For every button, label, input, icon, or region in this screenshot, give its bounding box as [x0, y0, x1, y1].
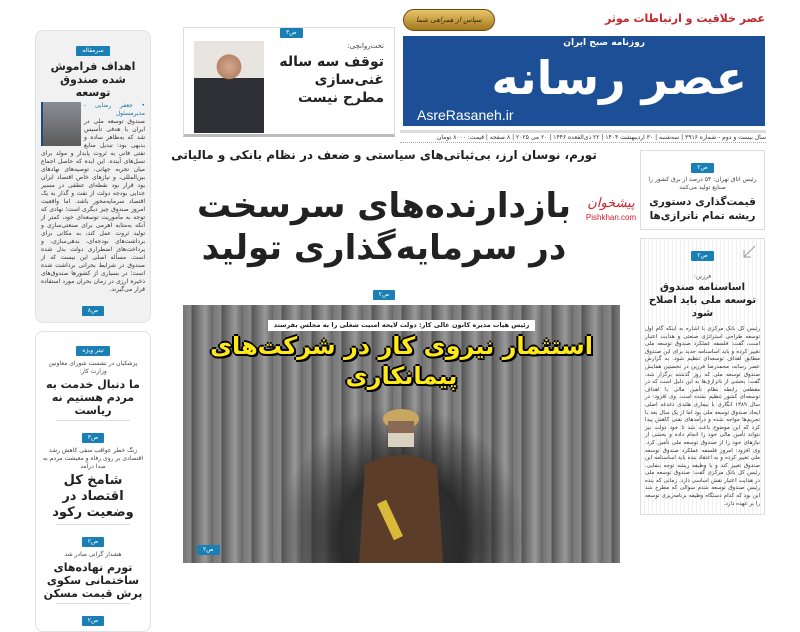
brief-kicker: هشدار گرانی صادر شد	[64, 551, 122, 558]
right-story-title[interactable]: قیمت‌گذاری دستوری ریشه تمام ناترازی‌ها	[649, 196, 756, 222]
page-ref-badge[interactable]: ص۲	[691, 251, 714, 261]
masthead-url: AsreRasaneh.ir	[417, 107, 514, 123]
editorial-title: اهداف فراموش شده صندوق توسعه	[50, 60, 136, 99]
page-ref-badge[interactable]: ص۳	[280, 28, 303, 38]
gold-badge-logo: سپاس از همراهی شما	[403, 9, 495, 31]
top-story-box	[183, 27, 395, 137]
lead-headline-line: بازدارنده‌های سرسخت	[196, 185, 572, 226]
right-story-1	[640, 150, 765, 230]
author-photo	[41, 102, 81, 146]
top-story-title[interactable]: توقف سه ساله غنی‌سازی مطرح نیست	[279, 54, 384, 106]
masthead-tagline: عصر خلاقیت و ارتباطات موثر	[604, 12, 765, 25]
editorial-author: • جعفر رضایی - مدیرمسئول	[84, 102, 145, 117]
lead-story	[171, 148, 597, 300]
briefs-box	[35, 331, 151, 632]
masthead-subtitle: روزنامه صبح ایران	[563, 38, 645, 48]
page-ref-badge[interactable]: ص۸	[82, 306, 105, 316]
watermark-url: Pishkhan.com	[585, 213, 637, 222]
top-story-photo	[194, 41, 264, 133]
right-story-body: رئیس کل بانک مرکزی با اشاره به اینکه گام اول توسعه طراحی استراتژی صنعتی و هدایت اعتبار است، گفت: فلسفه عملکرد صندوق توسعه ملی تغییر کرده و باید اساسنامه جدید برای این صندوق مطابق اهداف توسعه‌ای تنظیم شود. به گزارش عصر رسانه، محمدرضا فرزین در نخستین همایش صندوق توسعه ملی که روز گذشته برگزار شد، گفت: بخشی از ناترازی‌ها به این دلیل است که در مقطعی رابطه نظام تأمین مالی با اهداف توسعه‌ای کشور تنظیم نشده است. وی افزود: در سال ۱۳۸۹ انگاری با بیماری هلندی دغدغه اصلی ایجاد صندوق توسعه ملی بود اما از یک سال بعد با تحریم‌ها مواجه شده و درآمدهای نفتی کاهش پیدا کرد که این موضوع باعث شد تا خود دولت نیز نتواند تأمین مالی خود را انجام داده و بخشی از نیازهای خود را از صندوق توسعه ملی تأمین کرد. وی افزود: امروز فلسفه عملکرد صندوق توسعه ملی تغییر کرده و به اعتقاد بنده باید اساسنامه این صندوق تغییر کند و با وظیفه ریشه توجه بنمایی. رئیس کل بانک مرکزی گفت: صندوق توسعه ملی در هدایت اعتبار نقش اساسی دارد. زمانی که بنده رئیس صندوق توسعه شدم سوالی که مطرح شد این بود که کدام دستگاه وظیفه برنامه‌ریزی توسعه را بر عهده دارد.	[645, 326, 761, 507]
editorial-section-badge: سرمقاله	[76, 46, 109, 56]
top-story-kicker: تخت‌روانچی:	[347, 42, 384, 50]
page-ref-badge[interactable]: ص۲	[82, 537, 105, 547]
arrow-down-left-icon	[742, 245, 756, 259]
editorial-body: صندوق توسعه ملی در ایران با هدفی تأسیس شد که به‌ظاهر ساده و بدیهی بود: تبدیل منابع نفتی فانی به ثروت پایدار و مولد برای نسل‌های آینده. این ایده که حاصل اجماع میان تجربه جهانی، توصیه‌های نهادهای بین‌المللی، و نیازهای خاص اقتصاد ایران بود قرار بود نقطه‌ای عطفی در مسیر جدایی بودجه دولت از نفت و گذار به یک اقتصاد سرمایه‌محور باشد. اما واقعیت امروز صندوق چیز دیگری است؛ نهادی که توجه به مأموریت توسعه‌ای خود، کمتر از آنکه به‌مثابه اهرمی برای صنعتی‌سازی و تولید ثروت عمل کند، به مکانی برای برداشت‌های بودجه‌ای، بدهی‌سازی، و پرداخت‌های اضطراری دولت بدل شده است. مسأله اصلی این نیست که از صندوق در شرایط بحرانی برداشت شده است؛ در بسیاری از کشورها صندوق‌های ذخیره ارزی در زمان بحران مورد استفاده قرار می‌گیرند.	[41, 118, 145, 293]
page-ref-badge[interactable]: ص۲	[373, 290, 396, 300]
masthead-name: عصر رسانه	[491, 51, 747, 105]
editorial-box	[35, 30, 151, 323]
right-column	[640, 150, 765, 515]
page-ref-badge[interactable]: ص۲	[82, 616, 105, 626]
lead-headline-line: در سرمایه‌گذاری تولید	[201, 227, 567, 268]
page-ref-badge[interactable]: ص۲	[197, 545, 220, 555]
page-ref-badge[interactable]: ص۲	[691, 163, 714, 173]
brief-title[interactable]: تورم نهاده‌های ساختمانی سکوی پرش قیمت مسکن	[43, 561, 143, 600]
brief-kicker: پزشکیان در نشست شورای معاونین وزارت کار:	[48, 360, 138, 375]
lead-subtitle: تورم، نوسان ارز، بی‌ثباتی‌های سیاستی و ضعف در نظام بانکی و مالیاتی	[171, 148, 597, 162]
brief-title[interactable]: ما دنبال خدمت به مردم هستیم نه ریاست	[46, 378, 140, 417]
right-story-2	[640, 238, 765, 515]
lead-headline[interactable]	[197, 185, 571, 269]
photo-story[interactable]	[183, 305, 620, 563]
masthead	[403, 36, 765, 126]
dateline: سال بیست و دوم - شماره ۳۹۱۶ | سه‌شنبه | ۳۰ اردیبهشت ۱۴۰۴ | ۲۲ ذی‌القعده ۱۴۴۶ | ۲۰ می ۲۰۲۵ | ۸ صفحه | قیمت: ۸۰۰۰ تومان	[400, 130, 766, 143]
left-column	[35, 30, 151, 632]
watermark-logo: پیشخوان	[587, 196, 635, 211]
worker-figure	[355, 405, 447, 563]
brief-title[interactable]: شامخ کل اقتصاد در وضعیت رکود	[52, 473, 134, 520]
photo-headline: استثمار نیروی کار در شرکت‌های پیمانکاری	[210, 332, 593, 390]
pishkhan-watermark	[584, 195, 638, 223]
brief-kicker: زنگ خطر عواقب منفی کاهش رشد اقتصادی بر روی رفاه و معیشت مردم به صدا درآمد	[42, 447, 144, 470]
right-story-kicker: فرزین:	[693, 273, 712, 280]
page-ref-badge[interactable]: ص۳	[82, 433, 105, 443]
briefs-section-badge: تیتر ویژه	[76, 346, 110, 356]
right-story-title[interactable]: اساسنامه صندوق توسعه ملی باید اصلاح شود	[648, 282, 757, 319]
photo-caption: رئیس هیات مدیره کانون عالی کار: دولت لایحه امنیت شغلی را به مجلس بفرستد	[268, 320, 536, 331]
right-story-kicker: رئیس اتاق تهران: ۵۴ درصد از برق کشور را صنایع تولید می‌کنند	[648, 176, 757, 191]
